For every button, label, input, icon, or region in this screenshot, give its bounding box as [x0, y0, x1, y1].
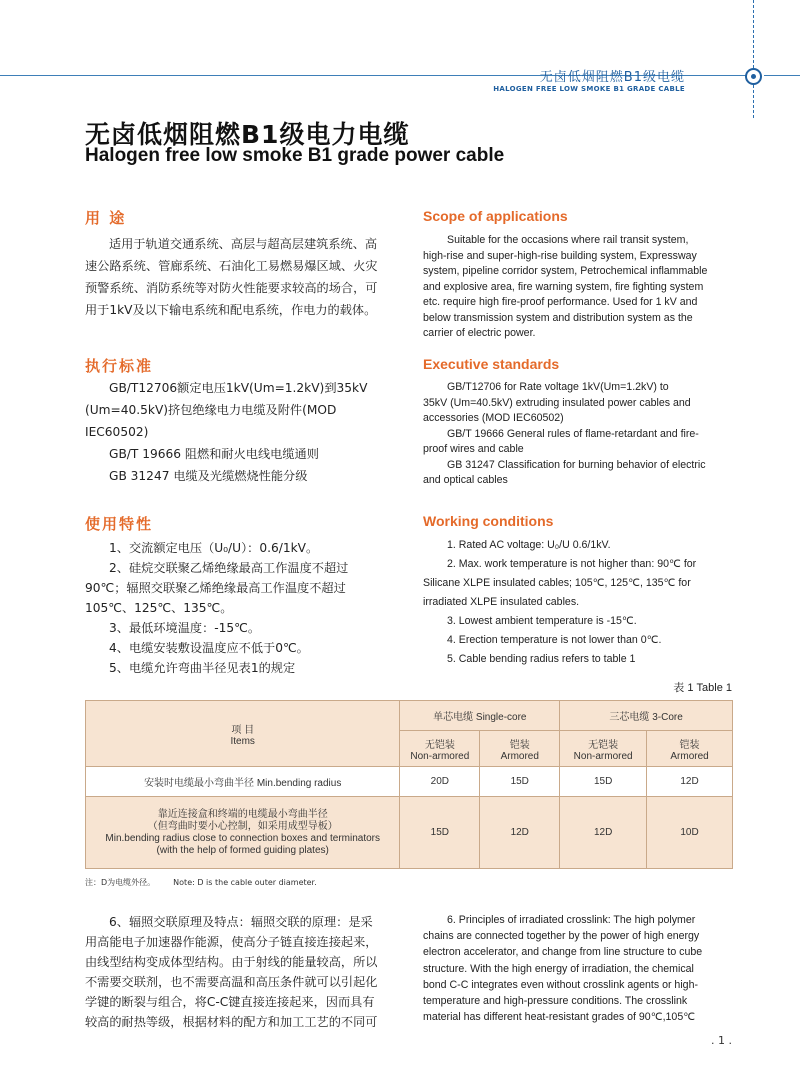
scope-cn-line: 速公路系统、管廊系统、石油化工易燃易爆区域、火灾 — [85, 259, 378, 273]
working-heading-cn: 使用特性 — [85, 515, 154, 533]
subheader-en: Armored — [500, 750, 539, 762]
working-heading-en: Working conditions — [423, 513, 554, 529]
scope-heading-en: Scope of applications — [423, 208, 568, 224]
scope-en-line: Suitable for the occasions where rail transit system, — [447, 234, 689, 246]
working-cn-line: 2、硅烷交联聚乙烯绝缘最高工作温度不超过 — [109, 561, 349, 575]
crosslink-cn-line: 学键的断裂与组合，将C-C键直接连接起来，因而具有 — [85, 995, 375, 1009]
crosslink-cn-line: 6、辐照交联原理及特点：辐照交联的原理：是采 — [109, 915, 373, 929]
working-text-cn — [85, 538, 395, 678]
crosslink-cn-line: 较高的耐热等级，根据材料的配方和加工工艺的不同可 — [85, 1015, 378, 1029]
table-note — [85, 877, 317, 888]
subheader-cell — [647, 731, 733, 767]
scope-heading-cn: 用 途 — [85, 209, 127, 227]
table-note-en: Note: D is the cable outer diameter. — [173, 878, 317, 887]
row-label-line: 靠近连接盒和终端的电缆最小弯曲半径 — [157, 808, 328, 820]
subheader-cn: 无铠装 — [588, 739, 619, 751]
table-cell: 12D — [480, 797, 560, 869]
crosslink-cn-line: 不需要交联剂，也不需要高温和高压条件就可以引起化 — [85, 975, 378, 989]
crosslink-en-line: material has different heat-resistant grades of 90℃,105℃ — [423, 1011, 696, 1024]
working-cn-line: 90℃；辐照交联聚乙烯绝缘最高工作温度不超过 — [85, 581, 346, 595]
crosslink-en-line: structure. With the high energy of irradiation, the chemical — [423, 962, 694, 975]
scope-en-line: high-rise and super-high-rise building system, Expressway — [423, 249, 697, 262]
working-text-en — [423, 536, 735, 669]
row-label — [86, 797, 400, 869]
standards-cn-line: GB/T 19666 阻燃和耐火电线电缆通则 — [109, 447, 319, 461]
crosslink-text-cn — [85, 912, 395, 1032]
standards-cn-line: GB/T12706额定电压1kV(Um=1.2kV)到35kV — [109, 381, 368, 395]
subheader-cell — [400, 731, 480, 767]
crosslink-cn-line: 用高能电子加速器作能源，使高分子链直接连接起来， — [85, 935, 378, 949]
page-title-en: Halogen free low smoke B1 grade power cable — [85, 145, 505, 166]
table-cell: 15D — [560, 767, 647, 797]
scope-en-line: system, pipeline corridor system, Petrochemical inflammable — [423, 265, 708, 277]
header-title-en: HALOGEN FREE LOW SMOKE B1 GRADE CABLE — [493, 85, 685, 93]
items-header — [86, 701, 400, 767]
scope-en-line: below transmission system and distribution system as the — [423, 311, 693, 324]
row-label: 安装时电缆最小弯曲半径 Min.bending radius — [86, 767, 400, 797]
standards-en-line: proof wires and cable — [423, 443, 524, 455]
working-en-line: 3. Lowest ambient temperature is -15℃. — [447, 615, 637, 627]
header-vertical-rule — [753, 0, 754, 118]
working-en-line: 2. Max. work temperature is not higher than: 90℃ for — [447, 558, 697, 570]
subheader-cell — [560, 731, 647, 767]
scope-cn-line: 适用于轨道交通系统、高层与超高层建筑系统、高 — [109, 237, 378, 251]
standards-en-line: GB/T12706 for Rate voltage 1kV(Um=1.2kV) to — [447, 381, 669, 393]
scope-cn-line: 预警系统、消防系统等对防火性能要求较高的场合，可 — [85, 281, 378, 295]
working-en-line: Silicane XLPE insulated cables; 105℃, 125℃, 135℃ for — [423, 577, 691, 589]
working-en-line: 1. Rated AC voltage: U₀/U 0.6/1kV. — [447, 539, 611, 551]
standards-en-line: 35kV (Um=40.5kV) extruding insulated power cables and — [423, 396, 691, 409]
subheader-cell — [480, 731, 560, 767]
standards-en-line: GB/T 19666 General rules of flame-retardant and fire- — [447, 427, 699, 440]
working-en-line: irradiated XLPE insulated cables. — [423, 596, 580, 608]
crosslink-en-line: electron accelerator, and change from line structure to cube — [423, 946, 703, 959]
header-title-cn: 无卤低烟阻燃B1级电缆 — [539, 70, 685, 85]
table-caption: 表 1 Table 1 — [673, 682, 732, 694]
scope-text-en — [423, 233, 735, 342]
standards-cn-line: (Um=40.5kV)挤包绝缘电力电缆及附件(MOD — [85, 403, 337, 417]
items-header-en: Items — [230, 735, 255, 747]
subheader-en: Armored — [670, 750, 709, 762]
row-label-line: （但弯曲时要小心控制，如采用成型导板） — [147, 820, 338, 832]
scope-en-line: and explosive area, fire warning system, fire fighting system — [423, 280, 704, 293]
working-cn-line: 1、交流额定电压（U₀/U）：0.6/1kV。 — [109, 541, 319, 555]
scope-en-line: etc. require high fire-proof performance. Used for 1 kV and — [423, 296, 698, 308]
standards-text-cn — [85, 377, 395, 487]
three-core-header: 三芯电缆 3-Core — [560, 701, 733, 731]
items-header-cn: 项 目 — [231, 724, 255, 736]
table-cell: 20D — [400, 767, 480, 797]
working-cn-line: 5、电缆允许弯曲半径见表1的规定 — [109, 661, 296, 675]
crosslink-en-line: bond C-C integrates even without crosslink agents or high- — [423, 978, 698, 991]
page-number: . 1 . — [711, 1034, 732, 1047]
subheader-cn: 无铠装 — [424, 739, 455, 751]
table-cell: 12D — [560, 797, 647, 869]
standards-heading-en: Executive standards — [423, 356, 560, 372]
crosslink-text-en — [423, 912, 735, 1025]
subheader-cn: 铠装 — [509, 739, 530, 751]
scope-text-cn — [85, 233, 395, 321]
row-label-line: Min.bending radius close to connection boxes and terminators — [105, 832, 380, 844]
table-row — [86, 797, 733, 869]
subheader-en: Non-armored — [410, 750, 470, 762]
table-cell: 15D — [480, 767, 560, 797]
crosslink-en-line: chains are connected together by the power of high energy — [423, 930, 700, 943]
table-header-row — [86, 701, 733, 731]
working-en-line: 5. Cable bending radius refers to table 1 — [447, 653, 636, 665]
working-cn-line: 4、电缆安装敷设温度应不低于0℃。 — [109, 641, 309, 655]
standards-en-line: and optical cables — [423, 474, 508, 486]
working-cn-line: 3、最低环境温度：-15℃。 — [109, 621, 261, 635]
crosslink-en-line: 6. Principles of irradiated crosslink: The high polymer — [447, 914, 696, 926]
scope-cn-line: 用于1kV及以下输电系统和配电系统，作电力的载体。 — [85, 303, 377, 317]
scope-en-line: carrier of electric power. — [423, 327, 536, 339]
working-en-line: 4. Erection temperature is not lower than 0℃. — [447, 634, 662, 646]
subheader-cn: 铠装 — [679, 739, 700, 751]
standards-en-line: GB 31247 Classification for burning behavior of electric — [447, 458, 706, 471]
standards-text-en — [423, 380, 735, 489]
page-title-cn: 无卤低烟阻燃B1级电力电缆 — [85, 120, 410, 149]
table-cell: 12D — [647, 767, 733, 797]
table-note-cn: 注：D为电缆外径。 — [85, 878, 156, 887]
table-row — [86, 767, 733, 797]
row-label-line: (with the help of formed guiding plates) — [156, 844, 329, 856]
crosslink-cn-line: 由线型结构变成体型结构。由于射线的能量较高，所以 — [85, 955, 378, 969]
standards-cn-line: IEC60502) — [85, 425, 149, 439]
standards-en-line: accessories (MOD IEC60502) — [423, 412, 564, 424]
subheader-en: Non-armored — [573, 750, 633, 762]
standards-heading-cn: 执行标准 — [85, 357, 154, 375]
table-cell: 10D — [647, 797, 733, 869]
crosslink-en-line: temperature and high-pressure conditions. The crosslink — [423, 995, 688, 1008]
working-cn-line: 105℃、125℃、135℃。 — [85, 601, 233, 615]
single-core-header: 单芯电缆 Single-core — [400, 701, 560, 731]
table-cell: 15D — [400, 797, 480, 869]
header-rule-right — [764, 75, 800, 76]
standards-cn-line: GB 31247 电缆及光缆燃烧性能分级 — [109, 469, 308, 483]
header-target-icon — [745, 68, 762, 85]
bending-radius-table — [85, 700, 733, 869]
